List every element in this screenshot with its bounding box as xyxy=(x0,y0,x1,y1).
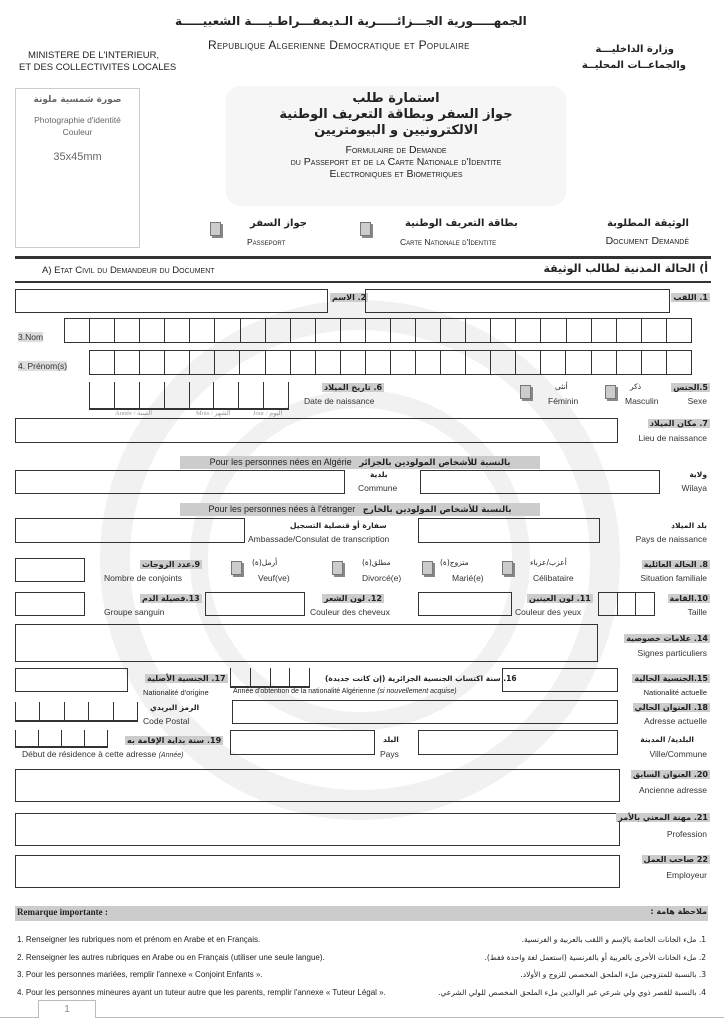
female-label-fr: Féminin xyxy=(548,396,579,406)
spouses-count-input[interactable] xyxy=(15,558,85,582)
section-a-ar: أ) الحالة المدنية لطالب الوثيقة xyxy=(543,262,708,275)
address-label-fr: Adresse actuelle xyxy=(644,716,707,726)
married-checkbox[interactable] xyxy=(422,561,433,575)
prenom-char-cell[interactable] xyxy=(165,351,190,374)
algeria-band xyxy=(180,456,540,469)
birth-country-input[interactable] xyxy=(418,518,600,543)
birth-country-label-fr: Pays de naissance xyxy=(635,534,707,544)
hair-label-ar: 12. لون الشعر xyxy=(324,594,382,603)
origin-label-fr: Nationalité d'origine xyxy=(143,688,209,697)
section-a-fr: A) Etat Civil du Demandeur du Document xyxy=(42,265,215,276)
birth-date-label-fr: Date de naissance xyxy=(304,396,375,406)
marks-label-ar: 14. علامات خصوصية xyxy=(626,634,708,643)
photo-label-color: Couleur xyxy=(62,127,93,137)
nom-char-cell[interactable] xyxy=(115,319,140,342)
nom-char-grid[interactable] xyxy=(64,318,692,343)
nom-label: 3.Nom xyxy=(18,332,44,342)
commune-label-ar: بلدية xyxy=(370,470,388,479)
prenom-char-cell[interactable] xyxy=(291,351,316,374)
blood-label-fr: Groupe sanguin xyxy=(104,607,165,617)
photo-size: 35x45mm xyxy=(53,151,102,163)
prenom-char-cell[interactable] xyxy=(215,351,240,374)
requested-label-fr: Document Demandé xyxy=(605,235,689,247)
residence-label-ar: 19. سنة بداية الإقامة به xyxy=(127,736,222,745)
requested-label-ar: الوثيقة المطلوبة xyxy=(607,218,689,229)
remark-ar: 2. ملء الخانات الأخرى بالعربية أو بالفرنسية (استعمل لغة واحدة فقط). xyxy=(484,952,706,962)
date-digit-cell[interactable] xyxy=(190,382,215,408)
single-label-fr: Célibataire xyxy=(533,573,574,583)
nom-char-cell[interactable] xyxy=(416,319,441,342)
female-checkbox[interactable] xyxy=(520,385,531,399)
widow-label-fr: Veuf(ve) xyxy=(258,573,290,583)
title-ar-2: جواز السفر وبطاقة التعريف الوطنية xyxy=(279,107,513,122)
naturalization-label-ar: 16. سنة اكتساب الجنسية الجزائرية (إن كانت جديدة) xyxy=(325,674,517,683)
nom-char-cell[interactable] xyxy=(316,319,341,342)
algeria-band-ar: بالنسبة للأشخاص المولودين بالجزائر xyxy=(359,458,511,468)
commune-label-fr: Commune xyxy=(358,483,398,493)
embassy-label-ar: سفارة أو قنصلية التسجيل xyxy=(290,521,387,530)
prenom-char-cell[interactable] xyxy=(566,351,591,374)
section-divider xyxy=(15,281,711,283)
prenom-char-cell[interactable] xyxy=(667,351,691,374)
country-label-fr: Pays xyxy=(380,749,399,759)
day-label: Jour / اليوم xyxy=(253,410,283,417)
married-label-ar: متزوج(ة) xyxy=(440,558,469,567)
cni-checkbox[interactable] xyxy=(360,222,371,236)
remark-fr: 4. Pour les personnes mineures ayant un tuteur autre que les parents, remplir l'annexe « Tuteur Légal ». xyxy=(17,987,386,997)
title-ar-3: الالكترونيين و البيومتريين xyxy=(314,123,478,138)
origin-label-ar: 17. الجنسية الأصلية xyxy=(147,674,226,683)
prenom-char-cell[interactable] xyxy=(541,351,566,374)
city-label-ar: البلدية/ المدينة xyxy=(640,735,694,744)
prenom-char-cell[interactable] xyxy=(617,351,642,374)
abroad-band xyxy=(180,503,540,516)
page-tab: 1 xyxy=(38,1000,96,1018)
postal-label-fr: Code Postal xyxy=(143,716,190,726)
passport-checkbox[interactable] xyxy=(210,222,221,236)
widow-checkbox[interactable] xyxy=(231,561,242,575)
date-digit-cell[interactable] xyxy=(264,382,288,408)
ministry-ar-1: وزارة الداخليـــة xyxy=(595,44,674,55)
prenom-char-cell[interactable] xyxy=(366,351,391,374)
postal-code-input[interactable] xyxy=(15,702,138,722)
prenom-char-cell[interactable] xyxy=(316,351,341,374)
nom-char-cell[interactable] xyxy=(215,319,240,342)
remarks-band xyxy=(15,906,708,921)
naturalization-label-fr-text: Année d'obtention de la nationalité Algérienne xyxy=(233,688,376,695)
distinctive-marks-input[interactable] xyxy=(15,624,598,662)
title-fr-1: Formulaire de Demande xyxy=(345,144,447,156)
divorced-checkbox[interactable] xyxy=(332,561,343,575)
nom-char-cell[interactable] xyxy=(642,319,667,342)
city-label-fr: Ville/Commune xyxy=(649,749,707,759)
last-name-ar-label: 1. اللقب xyxy=(673,293,708,302)
prenom-char-cell[interactable] xyxy=(341,351,366,374)
remarks-title-fr: Remarque importante : xyxy=(17,907,108,917)
page-line xyxy=(0,1017,724,1018)
nom-char-cell[interactable] xyxy=(241,319,266,342)
form-title xyxy=(226,86,566,206)
wilaya-label-ar: ولاية xyxy=(689,470,707,479)
prenom-char-cell[interactable] xyxy=(90,351,115,374)
profession-label-ar: 21. مهنة المعني بالأمر xyxy=(618,813,708,822)
first-name-ar-label: 2. الاسم xyxy=(332,293,367,302)
prev-address-label-fr: Ancienne adresse xyxy=(638,785,707,795)
photo-label-fr: Photographie d'identité xyxy=(34,115,121,125)
nom-char-cell[interactable] xyxy=(341,319,366,342)
current-nat-label-ar: 15.الجنسية الحالية xyxy=(634,674,708,683)
family-label-fr: Situation familiale xyxy=(640,573,707,583)
nom-char-cell[interactable] xyxy=(491,319,516,342)
naturalization-note: (si nouvellement acquise) xyxy=(377,688,457,695)
nom-char-cell[interactable] xyxy=(516,319,541,342)
nom-char-cell[interactable] xyxy=(165,319,190,342)
abroad-band-ar: بالنسبة للأشخاص المولودين بالخارج xyxy=(362,505,512,515)
sex-label-ar: 5.الجنس xyxy=(673,383,708,392)
embassy-label-fr: Ambassade/Consulat de transcription xyxy=(248,534,390,544)
date-digit-cell[interactable] xyxy=(239,382,264,408)
naturalization-label-fr xyxy=(233,688,457,695)
nom-char-cell[interactable] xyxy=(391,319,416,342)
sex-label-fr: Sexe xyxy=(687,396,707,406)
single-checkbox[interactable] xyxy=(502,561,513,575)
prenom-char-cell[interactable] xyxy=(466,351,491,374)
nom-char-cell[interactable] xyxy=(541,319,566,342)
height-label-fr: Taille xyxy=(687,607,707,617)
prev-address-label-ar: 20. العنوان السابق xyxy=(633,770,708,779)
eye-label-ar: 11. لون العينين xyxy=(529,594,591,603)
prenom-char-cell[interactable] xyxy=(140,351,165,374)
country-label-ar: البلد xyxy=(383,735,399,744)
birth-date-input[interactable] xyxy=(89,382,289,410)
date-digit-cell[interactable] xyxy=(165,382,190,408)
widow-label-ar: أرمل(ة) xyxy=(252,558,278,567)
divorced-label-fr: Divorcé(e) xyxy=(362,573,402,583)
photo-label-ar: صورة شمسية ملونة xyxy=(33,95,122,105)
remark-fr: 1. Renseigner les rubriques nom et prénom en Arabe et en Français. xyxy=(17,935,261,944)
country-input[interactable] xyxy=(230,730,375,755)
divorced-label-ar: مطلق(ة) xyxy=(362,558,391,567)
cni-label-ar: بطاقة التعريف الوطنية xyxy=(405,218,518,229)
profession-input[interactable] xyxy=(15,813,620,846)
male-checkbox[interactable] xyxy=(605,385,616,399)
remark-ar: 4. بالنسبة للقصر ذوي ولي شرعي غير الوالدين ملء الملحق المخصص للولي الشرعي. xyxy=(438,987,706,997)
nom-char-cell[interactable] xyxy=(617,319,642,342)
employer-label-fr: Employeur xyxy=(666,870,707,880)
photo-box xyxy=(15,88,140,248)
previous-address-input[interactable] xyxy=(15,769,620,802)
nom-char-cell[interactable] xyxy=(366,319,391,342)
birth-place-input[interactable] xyxy=(15,418,618,443)
blood-label-ar: 13.فصيلة الدم xyxy=(142,594,200,603)
prenom-char-cell[interactable] xyxy=(416,351,441,374)
last-name-ar-input[interactable] xyxy=(365,289,670,313)
residence-label-fr-text: Début de résidence à cette adresse xyxy=(22,749,157,759)
birth-country-label-ar: بلد الميلاد xyxy=(671,521,707,530)
family-label-ar: 8. الحالة العائلية xyxy=(643,560,708,569)
month-label: Mois / الشهر xyxy=(196,410,231,417)
married-label-fr: Marié(e) xyxy=(452,573,484,583)
height-input[interactable] xyxy=(598,592,655,616)
prenom-char-cell[interactable] xyxy=(266,351,291,374)
abroad-band-fr: Pour les personnes nées à l'étranger xyxy=(208,504,356,514)
birth-place-label-ar: 7. مكان الميلاد xyxy=(649,419,708,428)
date-digit-cell[interactable] xyxy=(90,382,115,408)
residence-note: (Année) xyxy=(158,752,184,759)
passport-label-fr: Passeport xyxy=(247,237,286,247)
residence-label-fr xyxy=(22,749,183,759)
nom-char-cell[interactable] xyxy=(90,319,115,342)
employer-input[interactable] xyxy=(15,855,620,888)
origin-nationality-input[interactable] xyxy=(15,668,128,692)
date-digit-cell[interactable] xyxy=(140,382,165,408)
date-digit-cell[interactable] xyxy=(115,382,140,408)
female-label-ar: أنثى xyxy=(555,382,568,391)
current-nationality-input[interactable] xyxy=(502,668,618,692)
prenom-char-cell[interactable] xyxy=(441,351,466,374)
remark-ar: 1. ملء الخانات الخاصة بالإسم و اللقب بالعربية و الفرنسية. xyxy=(521,935,706,944)
city-input[interactable] xyxy=(418,730,618,755)
current-nat-label-fr: Nationalité actuelle xyxy=(643,688,707,697)
republic-ar: الجمهـــــورية الجـــزائـــــرية الـديمقـــراطـيــــة الشعبيـــــة xyxy=(175,14,527,28)
date-digit-cell[interactable] xyxy=(214,382,239,408)
residence-year-input[interactable] xyxy=(15,730,108,748)
prenom-char-cell[interactable] xyxy=(642,351,667,374)
ministry-fr-2: ET DES COLLECTIVITES LOCALES xyxy=(19,62,177,73)
marks-label-fr: Signes particuliers xyxy=(637,648,707,658)
nom-char-cell[interactable] xyxy=(441,319,466,342)
prenom-char-cell[interactable] xyxy=(516,351,541,374)
prenom-char-grid[interactable] xyxy=(89,350,692,375)
nom-char-cell[interactable] xyxy=(140,319,165,342)
nom-char-cell[interactable] xyxy=(466,319,491,342)
prenom-char-cell[interactable] xyxy=(491,351,516,374)
embassy-input[interactable] xyxy=(15,518,245,543)
address-label-ar: 18. العنوان الحالي xyxy=(634,703,708,712)
postal-label-ar: الرمز البريدي xyxy=(150,703,200,712)
male-label-fr: Masculin xyxy=(625,396,659,406)
employer-label-ar: 22 صاحب العمل xyxy=(643,855,708,864)
ministry-ar-2: والجماعــات المحليــة xyxy=(581,60,686,71)
passport-label-ar: جواز السفر xyxy=(250,218,307,229)
title-fr-2: du Passeport et de la Carte Nationale d'Identite xyxy=(290,156,502,168)
nom-char-cell[interactable] xyxy=(190,319,215,342)
year-label: Année / السنة xyxy=(115,410,153,417)
height-label-ar: 10.القامة xyxy=(669,594,708,603)
prenom-label: 4. Prénom(s) xyxy=(18,361,68,371)
hair-label-fr: Couleur des cheveux xyxy=(310,607,390,617)
title-ar-1: استمارة طلب xyxy=(352,91,440,106)
nom-char-cell[interactable] xyxy=(65,319,90,342)
birth-place-label-fr: Lieu de naissance xyxy=(638,433,707,443)
prenom-char-cell[interactable] xyxy=(391,351,416,374)
prenom-char-cell[interactable] xyxy=(240,351,265,374)
cni-label-fr: Carte Nationale d'Identite xyxy=(400,237,497,247)
divider xyxy=(15,256,711,259)
nom-char-cell[interactable] xyxy=(567,319,592,342)
prenom-char-cell[interactable] xyxy=(592,351,617,374)
nom-char-cell[interactable] xyxy=(667,319,691,342)
naturalization-year-input[interactable] xyxy=(230,668,310,688)
remark-fr: 3. Pour les personnes mariées, remplir l'annexe « Conjoint Enfants ». xyxy=(17,970,263,979)
republic-fr: Republique Algerienne Democratique et Populaire xyxy=(208,38,470,52)
algeria-band-fr: Pour les personnes nées en Algérie xyxy=(209,457,352,467)
male-label-ar: ذكر xyxy=(630,382,642,391)
prenom-char-cell[interactable] xyxy=(190,351,215,374)
first-name-ar-input[interactable] xyxy=(15,289,328,313)
current-address-input[interactable] xyxy=(232,700,618,724)
hair-color-input[interactable] xyxy=(205,592,305,616)
remarks-title-ar: ملاحظة هامة : xyxy=(650,907,707,916)
wilaya-label-fr: Wilaya xyxy=(681,483,707,493)
nom-char-cell[interactable] xyxy=(266,319,291,342)
remark-fr: 2. Renseigner les autres rubriques en Arabe ou en Français (utiliser une seule langue). xyxy=(17,952,325,962)
blood-group-input[interactable] xyxy=(15,592,85,616)
nom-char-cell[interactable] xyxy=(592,319,617,342)
remark-ar: 3. بالنسبة للمتزوجين ملء الملحق المخصص للزوج و الأولاد. xyxy=(520,970,706,979)
profession-label-fr: Profession xyxy=(666,829,707,839)
title-fr-3: Electroniques et Biometriques xyxy=(329,168,463,180)
commune-input[interactable] xyxy=(15,470,345,494)
nom-char-cell[interactable] xyxy=(291,319,316,342)
birth-date-label-ar: 6. تاريخ الميلاد xyxy=(324,383,383,392)
prenom-char-cell[interactable] xyxy=(115,351,140,374)
eye-label-fr: Couleur des yeux xyxy=(515,607,582,617)
spouses-label-fr: Nombre de conjoints xyxy=(104,573,182,583)
ministry-fr-1: MINISTERE DE L'INTERIEUR, xyxy=(28,50,160,61)
wilaya-input[interactable] xyxy=(420,470,660,494)
spouses-label-ar: 9.عدد الزوجات xyxy=(142,560,201,569)
single-label-ar: أعزب/عزباء xyxy=(530,558,567,567)
eye-color-input[interactable] xyxy=(418,592,512,616)
